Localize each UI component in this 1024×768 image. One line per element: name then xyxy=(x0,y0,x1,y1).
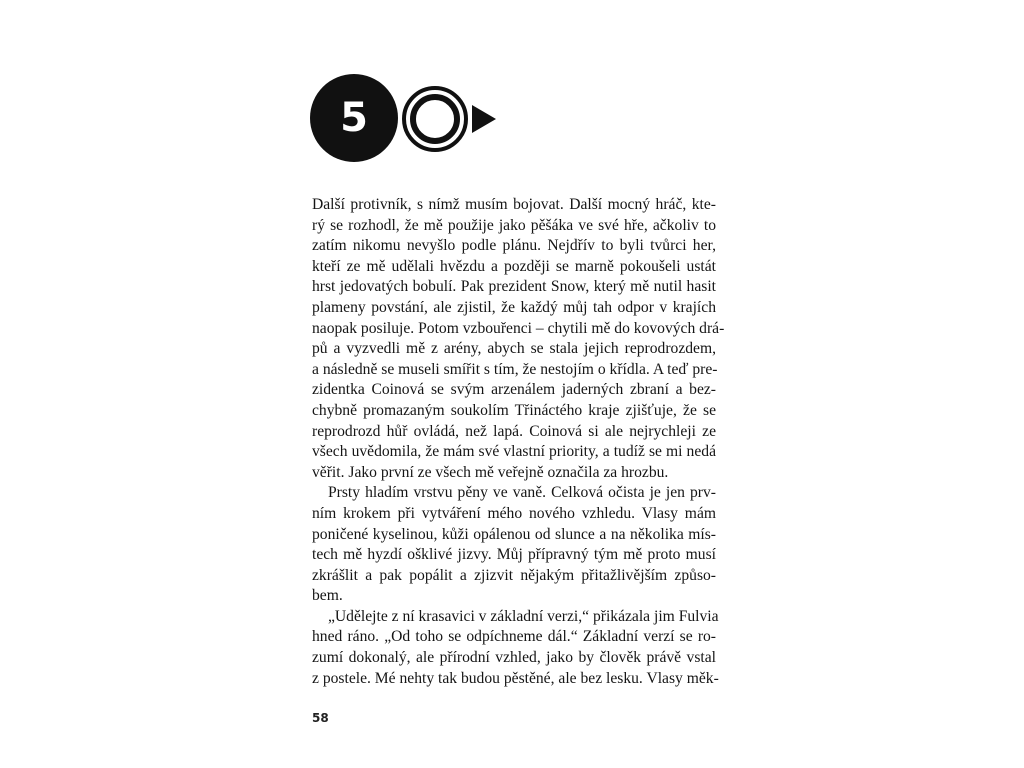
text-line: plameny povstání, ale zjistil, že každý můj tah odpor v krajích xyxy=(312,298,716,316)
text-line: zidentka Coinová se svým arzenálem jaderných zbraní a bez- xyxy=(312,381,716,399)
text-line: hned ráno. „Od toho se odpíchneme dál.“ Základní verzí se ro- xyxy=(312,628,716,646)
chapter-number-badge xyxy=(310,74,398,162)
text-line: ním krokem při vytváření mého nového vzhledu. Vlasy mám xyxy=(312,504,716,522)
text-line: reprodrozd hůř ovládá, než lapá. Coinová si ale nejrychleji ze xyxy=(312,422,716,440)
text-line: pů a vyzvedli mě z arény, abych se stala jejich reprodrozdem, xyxy=(312,340,716,358)
text-line: z postele. Mé nehty tak budou pěstěné, ale bez lesku. Vlasy měk- xyxy=(312,669,719,687)
text-line: kteří ze mě udělali hvězdu a později se marně pokoušeli ustát xyxy=(312,257,716,275)
text-line: všech uvědomila, že mám své vlastní priority, a tudíž se mi nedá xyxy=(312,443,716,461)
chapter-number: 5 xyxy=(340,95,368,141)
text-line: hrst jedovatých bobulí. Pak prezident Snow, který mě nutil hasit xyxy=(312,278,716,296)
text-line: chybně promazaným soukolím Třináctého kraje zjišťuje, že se xyxy=(312,401,716,419)
text-line: tech mě hyzdí ošklivé jizvy. Můj přípravný tým mě proto musí xyxy=(312,546,716,564)
text-line: a následně se museli smířit s tím, že nestojím o křídla. A teď pre- xyxy=(312,360,718,378)
text-line: rý se rozhodl, že mě použije jako pěšáka ve své hře, ačkoliv to xyxy=(312,216,716,234)
chapter-body-text xyxy=(312,195,725,689)
text-line: zumí dokonalý, ale přírodní vzhled, jako by člověk právě vstal xyxy=(312,649,716,667)
chapter-header xyxy=(310,74,510,164)
text-line: Další protivník, s nímž musím bojovat. Další mocný hráč, kte- xyxy=(312,196,716,213)
page-number: 58 xyxy=(312,711,329,725)
text-line: bem. xyxy=(312,587,343,605)
text-line: poničené kyselinou, kůži opálenou od slunce a na několika mís- xyxy=(312,525,716,543)
target-play-icon xyxy=(402,86,508,152)
text-line: věřit. Jako první ze všech mě veřejně označila za hrozbu. xyxy=(312,463,669,481)
text-line: zatím nikomu nevyšlo podle plánu. Nejdřív to byli tvůrci her, xyxy=(312,237,716,255)
text-line: naopak posiluje. Potom vzbouřenci – chytili mě do kovových drá- xyxy=(312,319,725,337)
text-line: „Udělejte z ní krasavici v základní verzi,“ přikázala jim Fulvia xyxy=(328,607,719,625)
text-line: Prsty hladím vrstvu pěny ve vaně. Celková očista je jen prv- xyxy=(328,484,716,502)
text-line: zkrášlit a pak popálit a zjizvit nějakým přitažlivějším způso- xyxy=(312,566,716,584)
